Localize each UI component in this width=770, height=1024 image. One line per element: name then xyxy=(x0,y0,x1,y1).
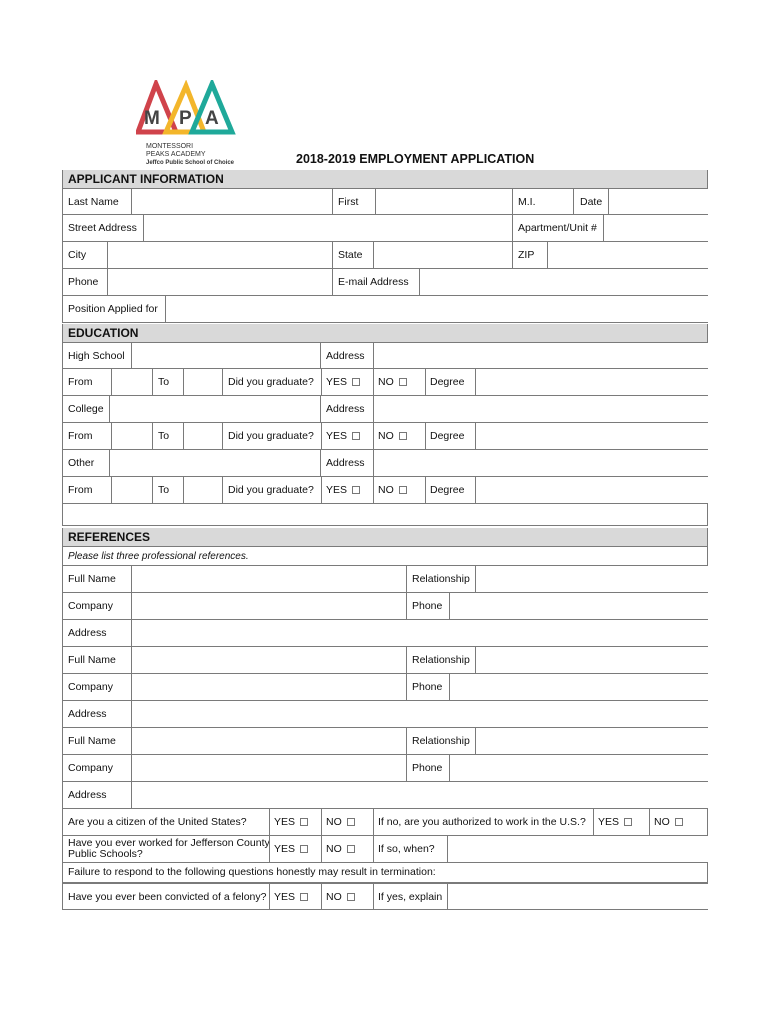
citizen-row xyxy=(62,809,708,836)
svg-text:A: A xyxy=(205,108,219,129)
college-label: College xyxy=(68,403,104,415)
ref1-name-row xyxy=(62,566,708,593)
other-no-option[interactable] xyxy=(373,477,407,503)
other-yes-checkbox[interactable] xyxy=(352,486,360,494)
applicant-heading: APPLICANT INFORMATION xyxy=(62,170,708,188)
ref3-company-label: Company xyxy=(68,762,113,774)
other-yes-option[interactable] xyxy=(321,477,360,503)
college-from-input[interactable] xyxy=(111,423,153,449)
hs-yes-checkbox[interactable] xyxy=(352,378,360,386)
education-spacer xyxy=(62,504,708,526)
ref1-phone-label: Phone xyxy=(412,600,443,612)
state-label: State xyxy=(338,249,363,261)
row-college xyxy=(62,396,708,423)
ref2-name-row xyxy=(62,647,708,674)
hs-degree-label: Degree xyxy=(430,376,465,388)
citizen-no-label: NO xyxy=(326,816,342,828)
citizen-yes-checkbox[interactable] xyxy=(300,818,308,826)
college-input[interactable] xyxy=(109,396,321,422)
ref2-company-input[interactable] xyxy=(131,674,407,700)
state-input[interactable] xyxy=(373,242,513,268)
hs-to-label: To xyxy=(158,376,170,388)
hs-from-input[interactable] xyxy=(111,369,153,395)
ref1-address-input[interactable] xyxy=(131,620,709,646)
felony-no-checkbox[interactable] xyxy=(347,893,355,901)
ref3-relationship-label: Relationship xyxy=(412,735,470,747)
ref1-phone-input[interactable] xyxy=(449,593,709,619)
ref3-name-row xyxy=(62,728,708,755)
citizen-no-checkbox[interactable] xyxy=(347,818,355,826)
first-name-input[interactable] xyxy=(375,189,513,214)
ref2-phone-label: Phone xyxy=(412,681,443,693)
worked-no-checkbox[interactable] xyxy=(347,845,355,853)
education-section xyxy=(62,324,708,526)
ref1-name-input[interactable] xyxy=(131,566,407,592)
college-to-label: To xyxy=(158,430,170,442)
ref1-company-row xyxy=(62,593,708,620)
explain-input[interactable] xyxy=(447,884,709,909)
college-yes-option[interactable] xyxy=(321,423,360,449)
row-street xyxy=(62,215,708,242)
references-heading: REFERENCES xyxy=(62,528,708,546)
authorized-yes-option[interactable] xyxy=(593,809,632,835)
ref2-address-input[interactable] xyxy=(131,701,709,727)
high-school-input[interactable] xyxy=(131,343,321,368)
hs-to-input[interactable] xyxy=(183,369,223,395)
date-label: Date xyxy=(580,196,603,208)
ref1-name-label: Full Name xyxy=(68,573,116,585)
other-yes-label: YES xyxy=(326,484,348,496)
ref3-company-row xyxy=(62,755,708,782)
ref3-relationship-input[interactable] xyxy=(475,728,709,754)
city-input[interactable] xyxy=(107,242,333,268)
position-label: Position Applied for xyxy=(68,303,158,315)
ref3-phone-input[interactable] xyxy=(449,755,709,781)
other-address-label: Address xyxy=(326,457,365,469)
row-other-dates xyxy=(62,477,708,504)
college-to-input[interactable] xyxy=(183,423,223,449)
hs-graduate-label: Did you graduate? xyxy=(228,376,314,388)
zip-input[interactable] xyxy=(547,242,709,268)
logo-line-2: PEAKS ACADEMY xyxy=(146,151,206,158)
last-name-label: Last Name xyxy=(68,196,119,208)
ref1-relationship-input[interactable] xyxy=(475,566,709,592)
high-school-label: High School xyxy=(68,350,125,362)
email-label: E-mail Address xyxy=(338,276,409,288)
college-address-label: Address xyxy=(326,403,365,415)
worked-yes-checkbox[interactable] xyxy=(300,845,308,853)
education-heading: EDUCATION xyxy=(62,324,708,342)
failure-note: Failure to respond to the following questions honestly may result in termination: xyxy=(68,866,436,878)
ref2-address-label: Address xyxy=(68,708,107,720)
street-input[interactable] xyxy=(143,215,513,241)
ref3-address-label: Address xyxy=(68,789,107,801)
authorized-question: If no, are you authorized to work in the U.S.? xyxy=(378,816,586,828)
svg-text:P: P xyxy=(179,108,192,129)
college-address-input[interactable] xyxy=(373,396,709,422)
felony-no-option[interactable] xyxy=(321,884,355,909)
authorized-yes-checkbox[interactable] xyxy=(624,818,632,826)
references-note-row xyxy=(62,546,708,566)
apt-input[interactable] xyxy=(603,215,709,241)
other-label: Other xyxy=(68,457,95,469)
hs-no-option[interactable] xyxy=(373,369,407,395)
college-no-checkbox[interactable] xyxy=(399,432,407,440)
worked-question-line1: Have you ever worked for Jefferson County xyxy=(68,837,270,849)
street-label: Street Address xyxy=(68,222,137,234)
worked-yes-option[interactable] xyxy=(269,836,308,862)
college-no-option[interactable] xyxy=(373,423,407,449)
authorized-no-checkbox[interactable] xyxy=(675,818,683,826)
other-no-checkbox[interactable] xyxy=(399,486,407,494)
row-other xyxy=(62,450,708,477)
ref1-address-row xyxy=(62,620,708,647)
mpa-triangles-logo xyxy=(136,80,236,138)
ref3-name-input[interactable] xyxy=(131,728,407,754)
page-title: 2018-2019 EMPLOYMENT APPLICATION xyxy=(296,152,535,166)
row-hs-dates xyxy=(62,369,708,396)
ref2-name-label: Full Name xyxy=(68,654,116,666)
other-from-input[interactable] xyxy=(111,477,153,503)
row-high-school xyxy=(62,342,708,369)
other-graduate-label: Did you graduate? xyxy=(228,484,314,496)
hs-no-label: NO xyxy=(378,376,394,388)
ref3-address-input[interactable] xyxy=(131,782,709,808)
row-college-dates xyxy=(62,423,708,450)
references-section xyxy=(62,528,708,910)
felony-question: Have you ever been convicted of a felony? xyxy=(68,891,267,903)
other-no-label: NO xyxy=(378,484,394,496)
references-note: Please list three professional references. xyxy=(68,551,249,562)
other-input[interactable] xyxy=(109,450,321,476)
college-yes-checkbox[interactable] xyxy=(352,432,360,440)
other-address-input[interactable] xyxy=(373,450,709,476)
authorized-no-option[interactable] xyxy=(649,809,683,835)
ref2-address-row xyxy=(62,701,708,728)
ref3-address-row xyxy=(62,782,708,809)
row-name xyxy=(62,188,708,215)
when-label: If so, when? xyxy=(378,843,435,855)
hs-from-label: From xyxy=(68,376,93,388)
when-input[interactable] xyxy=(447,836,709,862)
ref3-phone-label: Phone xyxy=(412,762,443,774)
ref2-relationship-input[interactable] xyxy=(475,647,709,673)
citizen-yes-label: YES xyxy=(274,816,296,828)
college-no-label: NO xyxy=(378,430,394,442)
first-name-label: First xyxy=(338,196,359,208)
failure-row xyxy=(62,863,708,883)
row-phone xyxy=(62,269,708,296)
position-input[interactable] xyxy=(165,296,709,322)
hs-no-checkbox[interactable] xyxy=(399,378,407,386)
ref3-name-label: Full Name xyxy=(68,735,116,747)
ref2-relationship-label: Relationship xyxy=(412,654,470,666)
ref1-relationship-label: Relationship xyxy=(412,573,470,585)
logo-line-3: Jeffco Public School of Choice xyxy=(146,160,235,166)
felony-yes-checkbox[interactable] xyxy=(300,893,308,901)
hs-degree-input[interactable] xyxy=(475,369,709,395)
phone-label: Phone xyxy=(68,276,99,288)
authorized-no-label: NO xyxy=(654,816,670,828)
worked-no-option[interactable] xyxy=(321,836,355,862)
worked-question-line2: Public Schools? xyxy=(68,848,143,860)
phone-input[interactable] xyxy=(107,269,333,295)
other-to-input[interactable] xyxy=(183,477,223,503)
other-from-label: From xyxy=(68,484,93,496)
worked-no-label: NO xyxy=(326,843,342,855)
worked-yes-label: YES xyxy=(274,843,296,855)
city-label: City xyxy=(68,249,87,261)
ref2-company-row xyxy=(62,674,708,701)
hs-address-input[interactable] xyxy=(373,343,709,368)
apt-label: Apartment/Unit # xyxy=(518,222,597,234)
citizen-no-option[interactable] xyxy=(321,809,355,835)
felony-yes-label: YES xyxy=(274,891,296,903)
applicant-section xyxy=(62,170,708,323)
row-city xyxy=(62,242,708,269)
felony-yes-option[interactable] xyxy=(269,884,308,909)
date-input[interactable] xyxy=(608,189,709,214)
citizen-yes-option[interactable] xyxy=(269,809,308,835)
college-degree-label: Degree xyxy=(430,430,465,442)
citizen-question: Are you a citizen of the United States? xyxy=(68,816,247,828)
other-degree-label: Degree xyxy=(430,484,465,496)
mi-label: M.I. xyxy=(518,196,536,208)
ref1-company-input[interactable] xyxy=(131,593,407,619)
felony-no-label: NO xyxy=(326,891,342,903)
ref2-name-input[interactable] xyxy=(131,647,407,673)
other-to-label: To xyxy=(158,484,170,496)
svg-text:M: M xyxy=(144,108,160,129)
mi-input[interactable] xyxy=(573,189,574,214)
college-yes-label: YES xyxy=(326,430,348,442)
explain-label: If yes, explain xyxy=(378,891,443,903)
hs-yes-option[interactable] xyxy=(321,369,360,395)
hs-yes-label: YES xyxy=(326,376,348,388)
school-logo xyxy=(136,80,236,166)
row-position xyxy=(62,296,708,323)
hs-address-label: Address xyxy=(326,350,365,362)
college-graduate-label: Did you graduate? xyxy=(228,430,314,442)
authorized-yes-label: YES xyxy=(598,816,620,828)
ref1-company-label: Company xyxy=(68,600,113,612)
zip-label: ZIP xyxy=(518,249,535,261)
other-degree-input[interactable] xyxy=(475,477,709,503)
felony-row xyxy=(62,883,708,910)
ref1-address-label: Address xyxy=(68,627,107,639)
email-input[interactable] xyxy=(419,269,709,295)
ref3-company-input[interactable] xyxy=(131,755,407,781)
ref2-phone-input[interactable] xyxy=(449,674,709,700)
logo-line-1: MONTESSORI xyxy=(146,143,194,150)
ref2-company-label: Company xyxy=(68,681,113,693)
last-name-input[interactable] xyxy=(131,189,333,214)
college-degree-input[interactable] xyxy=(475,423,709,449)
college-from-label: From xyxy=(68,430,93,442)
worked-row xyxy=(62,836,708,863)
worked-question xyxy=(63,836,270,862)
